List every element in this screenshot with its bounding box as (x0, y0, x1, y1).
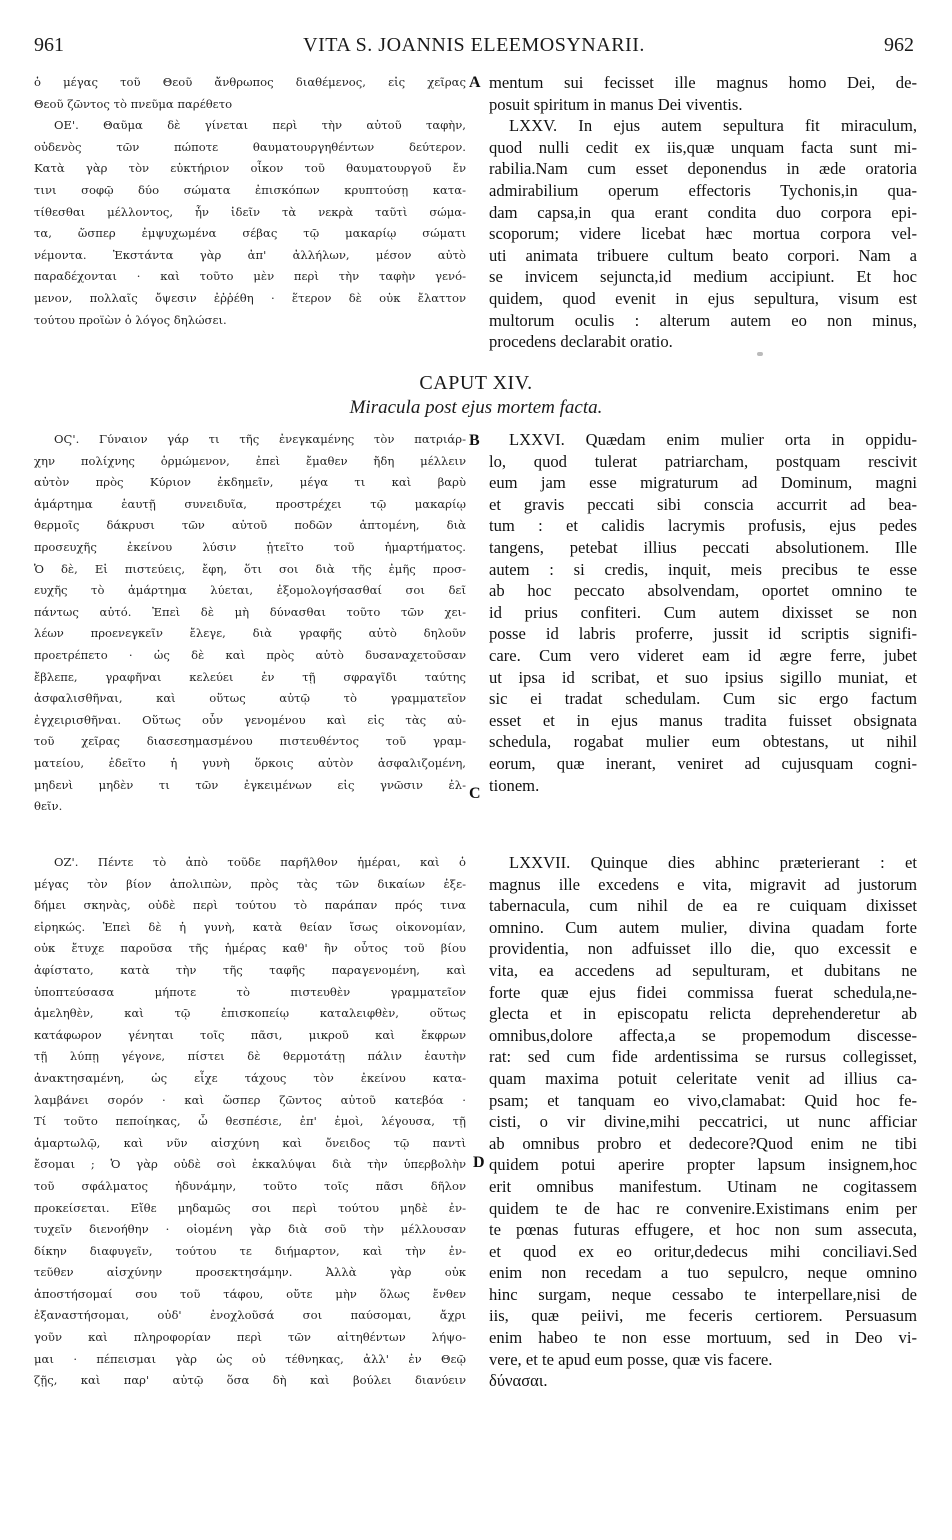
text-line: ἔβλεπε, γραφῆναι κελεύει ἐν τῇ σφραγῖδι ταύτης (34, 669, 466, 684)
text-line: vere, et te apud eum posse, quæ vis facere. (489, 1349, 773, 1369)
text-line: multorum oculis : alterum autem eo non minus, (489, 310, 917, 330)
text-line: forte quæ ejus fidei commissa fuerat schedula,ne- (489, 982, 917, 1002)
text-line: se invicem sejuncta,id medium accipiunt. Et hoc (489, 267, 917, 287)
text-line: lo, quod tulerat patriarcham, postquam rescivit (489, 451, 917, 471)
text-line: τινι σοφῷ δύο σώματα ἐπισκόπων κρυπτούσῃ κατα- (34, 182, 466, 197)
text-line: esset et in ejus manus tradita fuisset obsignata (489, 710, 917, 730)
text-line: admirabilium operum effectoris Tychonis,in qua- (489, 180, 917, 200)
text-line: τῇ λύπῃ γέγονε, πίστει δὲ θερμοτάτῃ πάλιν ἑαυτὴν (34, 1049, 466, 1064)
text-line: omnibus,dolore affecta,a se propemodum discessе- (489, 1025, 917, 1045)
page-number-left: 961 (34, 34, 64, 56)
text-line: Τί τοῦτο πεποίηκας, ὦ θεσπέσιε, ἐπ' ἐμοὶ, λέγουσα, τῇ (34, 1114, 466, 1129)
margin-letter-b: B (469, 432, 480, 449)
text-line: ΟΕ'. Θαῦμα δὲ γίνεται περὶ τὴν αὐτοῦ ταφὴν, (54, 118, 466, 133)
text-line: θεῖν. (34, 799, 63, 814)
text-line: ὁ μέγας τοῦ Θεοῦ ἄνθρωπος διαθέμενος, εἰς χεῖρας (34, 75, 466, 89)
text-line: μαι · πέπεισμαι γὰρ ὡς οὐ τέθνηκας, ἀλλ' ἐν Θεῷ (34, 1351, 466, 1366)
text-line: posse id labris proferre, jussit id scriptis signifi- (489, 624, 917, 644)
greek-block-3 (34, 852, 466, 1392)
text-line: ευχῆς τὸ ἁμάρτημα λύεται, ἐξομολογήσασθαί σοι δεῖ (34, 583, 466, 598)
text-line: λαμβάνει σορόν · καὶ ὥσπερ ζῶντος αὐτοῦ κατεβόα · (34, 1092, 466, 1107)
greek-block-2 (34, 429, 466, 818)
text-line: Κατὰ γὰρ τὸν εὐκτήριον οἶκον τοῦ θαυματουργοῦ ἔν (34, 161, 466, 176)
text-line: τούτου προϊὼν ὁ λόγος δηλώσει. (34, 312, 227, 327)
text-line: LXXVI. Quædam enim mulier orta in oppidu- (509, 430, 917, 449)
text-line: eum jam esse migraturum ad Dominum, magni (489, 473, 917, 493)
text-line: γοῦν καὶ πληροφορίαν περὶ τῶν αἰτηθέντων λήψο- (34, 1330, 466, 1345)
text-line: uti animata tribuere cultum beato corpori. Nam a (489, 245, 917, 265)
latin-block-3 (489, 852, 917, 1392)
text-line: care. Cum vero videret eam id ægre ferre, jubet (489, 645, 917, 665)
text-line: ΟΖ'. Πέντε τὸ ἀπὸ τοῦδε παρῆλθον ἡμέραι, καὶ ὁ (54, 855, 466, 869)
text-line: ut ipsa id scribat, et suo ipsius sigillo muniat, et (489, 667, 917, 687)
text-line: hinc surgam, neque cessabo te interpellare,nisi de (489, 1284, 917, 1304)
chapter-title: CAPUT XIV. (419, 372, 533, 394)
latin-block-1 (489, 72, 917, 353)
text-line: ἀφίστατο, κατὰ τὴν τῆς ταφῆς παραγενομένη, καὶ (34, 962, 466, 977)
text-line: et quod ex eo oritur,dedecus mihi conciliavi.Sed (489, 1241, 917, 1261)
text-line: τοῦ χεῖρας διασεσημασμένου πιστευθέντος τοῦ γραμ- (34, 734, 466, 749)
text-line: ΟϚ'. Γύναιον γάρ τι τῆς ἐνεγκαμένης τὸν πατριάρ- (54, 432, 466, 446)
text-line: quod nulli cedit ex iis,quæ unquam facta sunt mi- (489, 137, 917, 157)
text-line: rabilia.Nam cum esset deponendus in æde oratoria (489, 159, 917, 179)
text-line: mentum sui fecisset ille magnus homo Dei, de- (489, 73, 917, 92)
text-line: posuit spiritum in manus Dei viventis. (489, 94, 743, 114)
margin-letter-a: A (469, 74, 481, 91)
text-line: ματείου, ἐδεῖτο ἡ γυνὴ ὅρκοις αὐτὸν ἀσφαλιζομένη, (34, 755, 466, 770)
text-line: ὑποπτεύσασα μήποτε τὸ πιστευθὲν γραμματεῖον (34, 984, 466, 999)
text-line: μηδενὶ μηδὲν τι τῶν ἐγκειμένων εἰς γνῶσιν ἐλ- (34, 777, 466, 792)
text-line: sic ei tradat schedulam. Cum sic ergo factum (489, 689, 917, 709)
text-line: τεῦθεν αἰσχύνην προσεκτησάμην. Ἀλλὰ γὰρ οὐκ (34, 1265, 466, 1280)
latin-block-2 (489, 429, 917, 796)
chapter-subtitle: Miracula post ejus mortem facta. (349, 397, 603, 418)
greek-block-1 (34, 72, 466, 331)
text-line: προετρέπετο · ὡς δὲ καὶ πρὸς αὐτὸ δυσαναχετοῦσαν (34, 647, 466, 662)
text-line: enim non recedam a tuo sepulcro, neque omnino (489, 1263, 917, 1283)
running-title: VITA S. JOANNIS ELEEMOSYNARII. (303, 34, 645, 56)
text-line: ἀνακτησαμένη, ὡς εἶχε τάχους τὸν ἐκείνου κατα- (34, 1070, 466, 1085)
text-line: tabernacula, cum nihil de ea re cuiquam dixisset (489, 896, 917, 916)
text-line: ἁμαρτωλῷ, καὶ νῦν αἰσχύνη καὶ ὄνειδος τῷ παντὶ (34, 1135, 466, 1150)
text-line: magnus ille excedens e vita, migravit ad justorum (489, 874, 917, 894)
text-line: θερμοῖς δάκρυσι τῶν αὐτοῦ ποδῶν ἁπτομένη, διὰ (34, 518, 466, 533)
text-line: ἐγχειρισθῆναι. Οὕτως οὖν γενομένου καὶ εἰς τὰς αὐ- (34, 712, 466, 727)
text-line: vita, ea accedens ad sepulturam, et dubitans ne (489, 960, 917, 980)
text-line: προκείσεται. Εἴθε μηδαμῶς σοι περὶ τούτου μηδὲ ἐν- (34, 1200, 466, 1215)
text-line: psam; et tanquam eo vivo,clamabat: Quid hoc fe- (489, 1090, 917, 1110)
text-line: cisti, o vir divine,mihi peccatrici, ut nunc afficiar (489, 1112, 917, 1132)
text-line: Ὁ δὲ, Εἰ πιστεύεις, ἔφη, ὅτι σοι διὰ τῆς ἐμῆς προσ- (34, 561, 466, 576)
text-line: procedens declarabit oratio. (489, 332, 673, 352)
text-line: κατάφωρον γένηται τοῖς πᾶσι, μικροῦ καὶ ἔκφρων (34, 1027, 466, 1042)
text-line: δύνασαι. (489, 1371, 548, 1391)
text-line: τίθεσθαι μέλλοντος, ἦν ἰδεῖν τὰ νεκρὰ ταῦτὶ σώμα- (34, 204, 466, 219)
text-line: οὐδενὸς τῶν πώποτε θαυματουργηθέντων δεύτερον. (34, 139, 466, 154)
text-line: αὐτὸν πρὸς Κύριον ἐκδημεῖν, μέγα τι καὶ βαρὺ (34, 475, 466, 490)
text-line: tum : et calidis lacrymis profusis, ejus pedes (489, 516, 917, 536)
text-line: ἀσφαλισθῆναι, καὶ οὕτως αὐτῷ τὸ γραμματεῖον (34, 691, 466, 706)
text-line: quam maxima potuit celeritate venit ad illius ca- (489, 1068, 917, 1088)
text-line: rat: sed cum fide ardentissima se rursus collegisset, (489, 1047, 917, 1067)
text-line: τοῦ σφάλματος ἠδυνάμην, τοῦτο τοῖς πᾶσι δῆλον (34, 1178, 466, 1193)
text-line: εἰρηκώς. Ἐπεὶ δὲ ἡ γυνὴ, κατὰ θείαν ἴσως οἰκονομίαν, (34, 919, 466, 934)
text-line: tionem. (489, 775, 540, 795)
margin-letter-c: C (469, 785, 481, 802)
text-line: ab hoc peccato absolvendam, oportet omnino te (489, 581, 917, 601)
margin-letter-d: D (473, 1154, 485, 1171)
text-line: LXXV. In ejus autem sepultura fit miraculum, (509, 116, 917, 136)
text-line: ἀποστήσομαί σου τοῦ τάφου, οὔτε μὴν ὅλως ἔνθεν (34, 1286, 466, 1301)
text-line: et gravis peccati sibi conscia accurrit ad bea- (489, 494, 917, 514)
text-line: δήμει σκηνὰς, οὐδὲ περὶ τούτου τὸ παράπαν πρός τινα (34, 898, 466, 913)
text-line: τα, ὥσπερ ἐμψυχωμένα σέβας τῷ μακαρίῳ σώματι (34, 226, 466, 241)
text-line: id prius confiteri. Cum autem dixisset se non (489, 602, 917, 622)
text-line: enim habeo te non esse mortuum, sed in Deo vi- (489, 1328, 917, 1348)
text-line: providentia, non adfuisset illo die, quo excessit e (489, 939, 917, 959)
text-line: LXXVII. Quinque dies abhinc præterierant : et (509, 853, 917, 872)
text-line: ab omnibus probro et dedecore?Quod enim ne tibi (489, 1133, 917, 1153)
text-line: tangens, petebat illius peccati absolutionem. Ille (489, 537, 917, 557)
text-line: μενον, πολλαῖς ὄψεσιν ἐῤῥέθη · ἕτερον δὲ οὐκ ἔλαττον (34, 290, 466, 305)
text-line: ἁμάρτημα ἑαυτῇ συνειδυῖα, προστρέχει τῷ μακαρίῳ (34, 496, 466, 511)
text-line: πάντως αὐτό. Ἐπεὶ δὲ μὴ δύνασθαι τοῦτο τῶν χει- (34, 604, 466, 619)
text-line: glecta et in episcopatu relicta deprehenderetur ab (489, 1004, 917, 1024)
text-line: quidem potui aperire propter lapsum insignem,hoc (489, 1155, 917, 1175)
text-line: ζῇς, καὶ παρ' αὐτῷ ὅσα δὴ καὶ βούλει διανύειν (34, 1373, 466, 1388)
text-line: ἀμεληθὲν, καὶ τῷ ἐπισκοπείῳ καταλειφθὲν, οὕτως (34, 1006, 466, 1021)
text-line: τυχεῖν διενοήθην · οἰομένη γὰρ διὰ σοῦ τὴν μέλλουσαν (34, 1222, 466, 1237)
text-line: scoporum; videre licebat hæc mortua corpora vel- (489, 224, 917, 244)
text-line: νέμοντα. Ἐκστάντα γὰρ ἀπ' ἀλλήλων, μέσον αὐτὸ (34, 247, 466, 262)
text-line: λέων προενεγκεῖν ἔλεγε, διὰ γραφῆς αὐτὸ δηλοῦν (34, 626, 466, 641)
ink-blemish (757, 352, 763, 356)
text-line: προσευχῆς ἐκείνου λύσιν ᾐτεῖτο τοῦ ἡμαρτήματος. (34, 539, 466, 554)
text-line: οὐκ ἔτυχε παροῦσα τῆς ἡμέρας καθ' ἣν οὗτος τοῦ βίου (34, 941, 466, 956)
text-line: quidem, quod evenit in ejus sepultura, visum est (489, 288, 917, 308)
page-header (34, 34, 914, 64)
text-line: iis, quæ peiivi, me feceris certiorem. Persuasum (489, 1306, 917, 1326)
page-number-right: 962 (884, 34, 914, 56)
text-line: ἐξαναστήσομαι, οὐδ' ἐνοχλοῦσά σοι παύσομαι, ἄχρι (34, 1308, 466, 1323)
text-line: erit omnibus manifestum. Utinam ne cogitassem (489, 1176, 917, 1196)
text-line: quidem te de hac re convenire.Existimans enim per (489, 1198, 917, 1218)
text-line: eorum, quæ inerant, veniret ad cujusquam cogni- (489, 753, 917, 773)
text-line: δίκην διαφυγεῖν, τούτου τε διήμαρτον, καὶ τὴν ἐν- (34, 1243, 466, 1258)
text-line: schedula, rogabat mulier eum obtestans, ut nihil (489, 732, 917, 752)
text-line: παραδέχονται · καὶ τοῦτο μὲν περὶ τὴν ταφὴν γενό- (34, 269, 466, 284)
text-line: te pœnas futuras effugere, et hoc non sum assecuta, (489, 1220, 917, 1240)
text-line: μέγας τὸν βίον ἀπολιπὼν, πρὸς τὰς τῶν δικαίων ἐξε- (34, 876, 466, 891)
text-line: χην πολίχνης ὁρμώμενον, ἐπεὶ ἔμαθεν ἤδη μέλλειν (34, 453, 466, 468)
text-line: dam capsa,in qua erant condita duo corpora epi- (489, 202, 917, 222)
text-line: omnino. Cum autem mulier, divina quadam forte (489, 917, 917, 937)
text-line: Θεοῦ ζῶντος τὸ πνεῦμα παρέθετο (34, 96, 233, 111)
text-line: autem : si credis, inquit, meis precibus te esse (489, 559, 917, 579)
text-line: ἔσομαι ; Ὁ γὰρ οὐδὲ σοὶ ἐκκαλύψαι διὰ τὴν ὑπερβολὴν (34, 1157, 466, 1172)
